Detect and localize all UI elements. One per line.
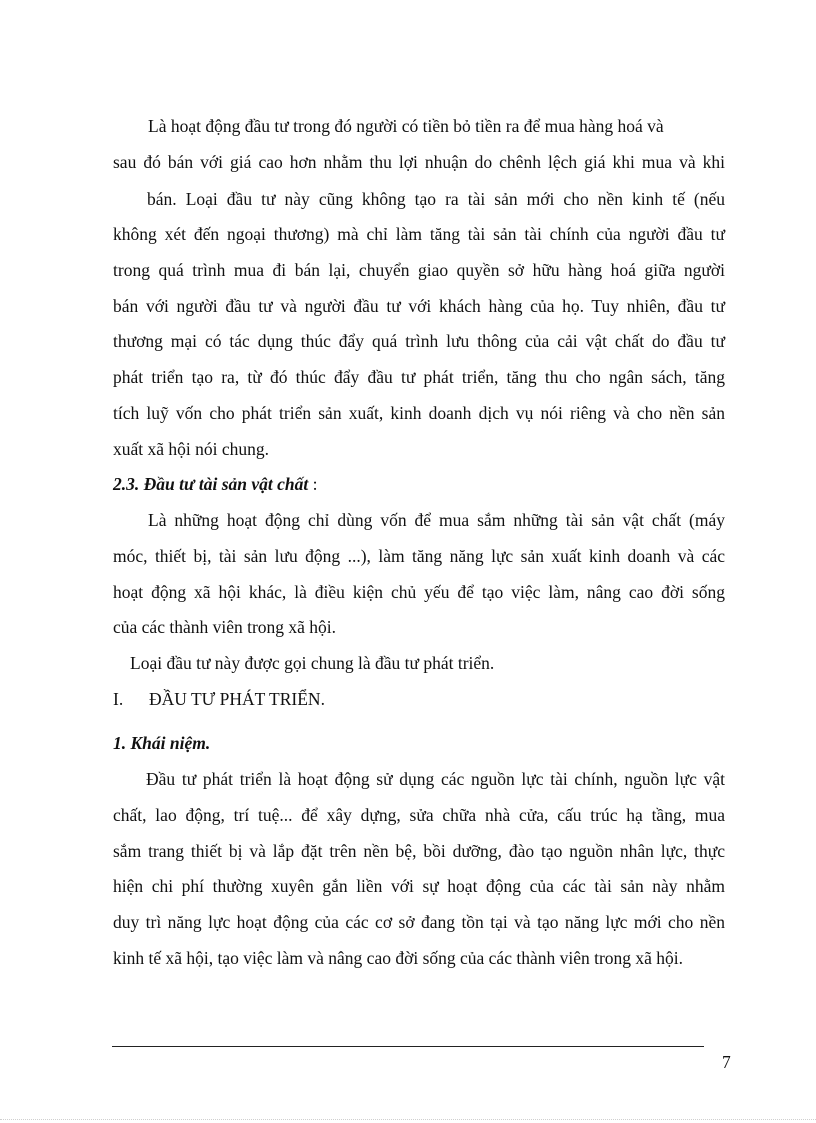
paragraph-1-line-10: xuất xã hội nói chung. [113,439,270,459]
paragraph-2-line-1: Là những hoạt động chỉ dùng vốn để mua sắm những tài sản vật chất (máy [148,510,725,530]
paragraph-4-line-4: hiện chi phí thường xuyên gắn liền với sự hoạt động của các tài sản này nhằm [113,876,725,896]
section-1-heading: 1. Khái niệm. [113,733,211,753]
paragraph-1-line-8: phát triển tạo ra, từ đó thúc đẩy đầu tư phát triển, tăng thu cho ngân sách, tăng [113,367,725,387]
paragraph-1-line-6: bán với người đầu tư và người đầu tư với khách hàng của họ. Tuy nhiên, đầu tư [113,296,725,316]
paragraph-2-line-4: của các thành viên trong xã hội. [113,617,337,637]
paragraph-1-line-4: không xét đến ngoại thương) mà chỉ làm tăng tài sản tài chính của người đầu tư [113,224,725,244]
paragraph-2-line-2: móc, thiết bị, tài sản lưu động ...), làm tăng năng lực sản xuất kinh doanh và các [113,546,725,566]
paragraph-1-line-3: bán. Loại đầu tư này cũng không tạo ra tài sản mới cho nền kinh tế (nếu [147,189,725,209]
page-bottom-edge [0,1119,816,1120]
section-2-3-heading [113,472,317,496]
section-i-title: ĐẦU TƯ PHÁT TRIỂN. [149,689,325,709]
paragraph-4-line-2: chất, lao động, trí tuệ... để xây dựng, sửa chữa nhà cửa, cấu trúc hạ tầng, mua [113,805,725,825]
paragraph-4-line-3: sắm trang thiết bị và lắp đặt trên nền bệ, bồi dưỡng, đào tạo nguồn nhân lực, thực [113,841,725,861]
paragraph-3: Loại đầu tư này được gọi chung là đầu tư phát triển. [130,653,495,673]
footer-divider [112,1046,704,1047]
page-number: 7 [722,1052,731,1072]
paragraph-1-line-7: thương mại có tác dụng thúc đẩy quá trình lưu thông của cải vật chất do đầu tư [113,331,725,351]
paragraph-4-line-6: kinh tế xã hội, tạo việc làm và nâng cao đời sống của các thành viên trong xã hội. [113,948,684,968]
paragraph-4-line-5: duy trì năng lực hoạt động của các cơ sở đang tồn tại và tạo năng lực mới cho nền [113,912,725,932]
paragraph-1-line-9: tích luỹ vốn cho phát triển sản xuất, kinh doanh dịch vụ nói riêng và cho nền sản [113,403,725,423]
paragraph-2-line-3: hoạt động xã hội khác, là điều kiện chủ yếu để tạo việc làm, nâng cao đời sống [113,582,725,602]
section-i-numeral: I. [113,689,124,709]
section-2-3-title: 2.3. Đầu tư tài sản vật chất [113,474,309,494]
section-2-3-colon: : [308,474,318,494]
paragraph-1-line-1: Là hoạt động đầu tư trong đó người có tiền bỏ tiền ra để mua hàng hoá và [148,116,664,136]
paragraph-4-line-1: Đầu tư phát triển là hoạt động sử dụng các nguồn lực tài chính, nguồn lực vật [146,769,725,789]
paragraph-1-line-5: trong quá trình mua đi bán lại, chuyển giao quyền sở hữu hàng hoá giữa người [113,260,725,280]
paragraph-1-line-2: sau đó bán với giá cao hơn nhằm thu lợi nhuận do chênh lệch giá khi mua và khi [113,152,725,172]
